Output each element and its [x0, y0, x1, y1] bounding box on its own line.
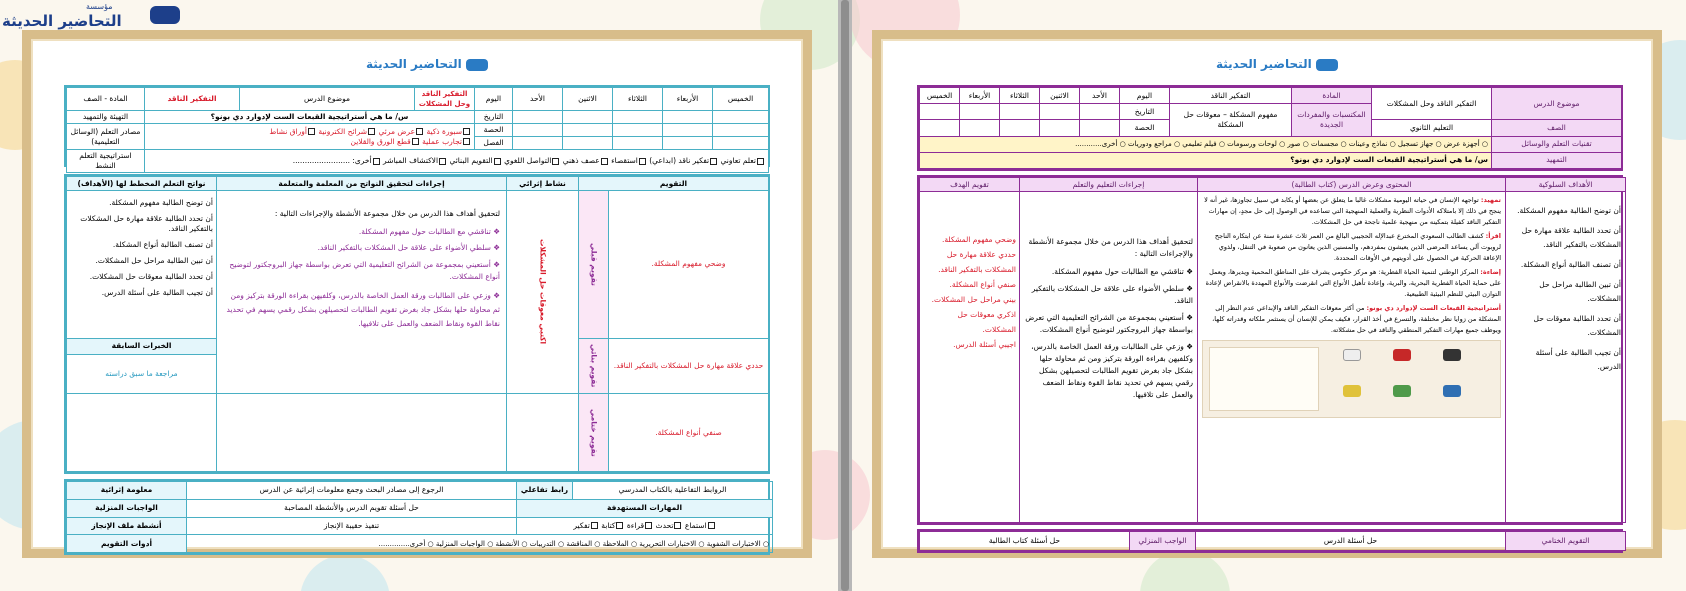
lesson-body-table [64, 174, 770, 474]
col-content-header: المحتوى وعرض الدرس (كتاب الطالبة) [1198, 178, 1506, 192]
homework-text: حل أسئلة تقويم الدرس والأنشطة المصاحبة [187, 499, 517, 517]
new-terms-label: المكتسبات والمفردات الجديدة [1292, 104, 1372, 136]
final-eval-text: حل أسئلة الدرس [1196, 532, 1506, 551]
col-evaluation-header: التقويم [579, 177, 769, 191]
graduation-cap-icon [1316, 59, 1338, 71]
subject-grade-label: المادة - الصف [67, 88, 145, 111]
class-label: الفصل [475, 137, 513, 150]
procedures-intro: لتحقيق أهداف هذا الدرس من خلال مجموعة الأنشطة والإجراءات التالية : [1028, 237, 1193, 258]
portfolio-label: أنشطة ملف الإنجاز [67, 517, 187, 535]
checkbox[interactable] [591, 522, 598, 529]
tech-list: ○ أجهزة عرض ○ جهاز تسجيل ○ نماذج وعينات ○ مجسمات ○ صور ○ لوحات ورسومات ○ فيلم تعليمي ○ مراجع ودوريات ○ أخرى............ [920, 136, 1492, 152]
homework-label: الواجبات المنزلية [67, 499, 187, 517]
hats-info-card [1209, 347, 1319, 411]
link-label: رابط تفاعلي [517, 482, 573, 500]
col-procedures-header: إجراءات التعليم والتعلم [1020, 178, 1198, 192]
col-evaluation-header: تقويم الهدف [920, 178, 1020, 192]
col-objectives-header: الأهداف السلوكية [1506, 178, 1626, 192]
objective-item: أن تصنف الطالبة أنواع المشكلة. [1520, 260, 1621, 269]
evaluation-item: صنفي أنواع المشكلة. [949, 280, 1016, 289]
lesson-topic: التفكير الناقد وحل المشكلات [1372, 88, 1492, 120]
lesson-header-table [64, 85, 770, 170]
objectives-list [1506, 192, 1626, 523]
checkbox[interactable] [710, 158, 717, 165]
evaluation-item: اجيبي أسئلة الدرس. [953, 340, 1016, 349]
lesson-footer-table [917, 529, 1623, 553]
day-column: الأربعاء [663, 88, 713, 111]
six-hats-illustration [1202, 340, 1501, 418]
enrichment-activity: اكتبي معوقات حل المشكلات [507, 191, 579, 394]
red-hat-icon [1393, 349, 1411, 361]
objective-item: أن توضح الطالبة مفهوم المشكلة. [1517, 206, 1621, 215]
page-logo-text: التحاضير الحديثة [1216, 57, 1312, 71]
day-column: الأحد [1080, 88, 1120, 104]
graduation-cap-icon [466, 59, 488, 71]
date-label: التاريخ [475, 111, 513, 124]
day-column: الأحد [513, 88, 563, 111]
procedure-item: ❖ تناقشي مع الطالبات حول مفهوم المشكلة. [1051, 267, 1193, 276]
day-column: الثلاثاء [1000, 88, 1040, 104]
intro-question: س/ ما هي أستراتيجية القبعات الست لإدوارد دي بونو؟ [920, 152, 1492, 168]
objectives-list [67, 191, 217, 339]
info-label: معلومة إثرائية [67, 482, 187, 500]
blue-hat-icon [1443, 385, 1461, 397]
page-logo-text: التحاضير الحديثة [366, 57, 462, 71]
intro-label: التهيئة والتمهيد [67, 111, 145, 124]
period-label: الحصة [1120, 120, 1170, 136]
eval-item: صنفي أنواع المشكلة. [609, 394, 769, 472]
content-paragraph: اقرأ: كشف الطالب السعودي المخترع عبدالإله الحجيبي البالغ من العمر ثلاث عشرة سنة عن ابتكاره الناجح لروبوت آلي يساعد المرضى الذين يعيشون بمفردهم، والمسنين الذين يعانون من صعوبة في التنقل، ولذوي الإعاقة الحركية في الحصول على أدويتهم في الأوقات المحددة. [1214, 232, 1501, 262]
procedure-item: ❖ وزعي على الطالبات ورقة العمل الخاصة بالدرس، وكلفيهن بقراءة الورقة بتركيز ومن ثم محاولة حلها بشكل جاد بغرض تقويم الطالبات لتحصيلهن بشكل رقمي يسهم في تحديد نقاط القوة ونقاط الضعف والعمل على تلافيها. [226, 291, 500, 328]
graduation-cap-icon [150, 6, 180, 24]
skills-label: المهارات المستهدفة [517, 499, 773, 517]
checkbox[interactable] [552, 158, 559, 165]
eval-item: حددي علاقة مهارة حل المشكلات بالتفكير الناقد. [609, 338, 769, 393]
lesson-body-table [917, 175, 1623, 525]
procedures-cell [217, 191, 507, 394]
subject-name: التفكير الناقد [145, 88, 240, 111]
objective-item: أن توضح الطالبة مفهوم المشكلة. [109, 198, 213, 207]
evaluation-item: وضحي مفهوم المشكلة. [941, 235, 1016, 244]
left-page [22, 30, 812, 558]
grade-label: الصف [1492, 120, 1622, 136]
page-logo [1216, 57, 1338, 71]
objective-item: أن تجيب الطالبة على أسئلة الدرس. [101, 288, 213, 297]
black-hat-icon [1443, 349, 1461, 361]
checkbox[interactable] [308, 128, 315, 135]
page-separator-scrollbar[interactable] [838, 0, 852, 591]
page-logo [366, 57, 488, 71]
subject-name: التفكير الناقد [1170, 88, 1292, 104]
procedure-item: ❖ سلطي الأضواء على علاقة حل المشكلات بالتفكير الناقد. [317, 243, 500, 252]
skills-list: استماع تحدث قراءة كتابة تفكير [517, 517, 773, 535]
green-hat-icon [1393, 385, 1411, 397]
tools-label: أدوات التقويم [67, 535, 187, 553]
content-paragraph: إضاءة: المركز الوطني لتنمية الحياة الفطرية: هو مركز حكومي يشرف على المناطق المحمية ويديرها، ويعمل على حماية الحياة الفطرية البحرية، والبرية، وإعادة تأهيل الأنواع التي انقرضت والأنواع المهددة بالانقراض لإعادة التوازن البيئي للنظم البيئية الطبيعية. [1205, 268, 1501, 298]
prior-knowledge-label: الخبرات السابقة [67, 338, 217, 354]
col-outcomes-header: نواتج التعلم المخطط لها (الأهداف) [67, 177, 217, 191]
procedure-item: ❖ وزعي على الطالبات ورقة العمل الخاصة بالدرس، وكلفيهن بقراءة الورقة بتركيز ومن ثم محاولة حلها بشكل جاد بغرض تقويم الطالبات لتحصيلهن بشكل رقمي يسهم في تحديد نقاط القوة ونقاط الضعف والعمل على تلافيها. [1031, 342, 1193, 399]
lesson-header-table [917, 85, 1623, 171]
day-column: الثلاثاء [613, 88, 663, 111]
lesson-topic-label: موضوع الدرس [240, 88, 415, 111]
checkbox[interactable] [645, 522, 652, 529]
checkbox[interactable] [639, 158, 646, 165]
resources-list: سبورة ذكية عرض مرئي شرائح الكترونية أوراق نشاط تجارب عملية قطع الورق والقلاين [145, 124, 475, 150]
portfolio-text: تنفيذ حقيبة الإنجاز [187, 517, 517, 535]
checkbox[interactable] [601, 158, 608, 165]
checkbox[interactable] [674, 522, 681, 529]
procedure-item: ❖ أستعيني بمجموعة من الشرائح التعليمية التي تعرض بواسطة جهاز البروجكتور لتوضيح أنواع المشكلات. [1025, 313, 1193, 334]
evaluation-item: بيني مراحل حل المشكلات. [931, 295, 1016, 304]
brand-logo-subtext: مؤسسة [86, 2, 113, 11]
lesson-topic: التفكير الناقد وحل المشكلات [415, 88, 475, 111]
objective-item: أن تصنف الطالبة أنواع المشكلة. [112, 240, 213, 249]
strategies-list: تعلم تعاوني تفكير ناقد (ابداعي) استقصاء عصف ذهني التواصل اللغوي التقويم البنائي الاكتشاف المباشر أخرى: ........................ [145, 150, 769, 173]
content-paragraph: أستراتيجية القبعات الست لإدوارد دي بونو: من أكثر معوقات التفكير الناقد والإبداعي عدم النظر إلى المشكلة من زوايا نظر مختلفة، والتسرع في أخذ القرار، فكيف يمكن للإنسان أن يستثمر ملكاته وقدراته كلها، ويوظف جميع مهارات التفكير المنطقي والناقد في حل مشكلاته. [1212, 304, 1501, 334]
objective-item: أن تحدد الطالبة علاقة مهارة حل المشكلات بالتفكير الناقد. [80, 214, 213, 233]
col-procedures-header: إجراءات لتحقيق النواتج من المعلمة والمتعلمة [217, 177, 507, 191]
day-column: الاثنين [1040, 88, 1080, 104]
homework-text: حل أسئلة كتاب الطالبة [920, 532, 1130, 551]
evaluation-item: اذكري معوقات حل المشكلات. [957, 310, 1016, 334]
evaluation-list [920, 192, 1020, 523]
homework-label: الواجب المنزلي [1130, 532, 1196, 551]
objective-item: أن تحدد الطالبة معوقات حل المشكلات. [89, 272, 213, 281]
procedure-item: ❖ تناقشي مع الطالبات حول مفهوم المشكلة. [358, 227, 500, 236]
white-hat-icon [1343, 349, 1361, 361]
resources-label: مصادر التعلم (الوسائل التعليمية) [67, 124, 145, 150]
evaluation-item: حددي علاقة مهارة حل المشكلات بالتفكير الناقد. [938, 250, 1016, 274]
subject-label: المادة [1292, 88, 1372, 104]
day-column: الخميس [920, 88, 960, 104]
brand-logo-text: التحاضير الحديثة [2, 12, 122, 30]
objective-item: أن تحدد الطالبة معوقات حل المشكلات. [1533, 314, 1621, 337]
checkbox[interactable] [416, 128, 423, 135]
tech-label: تقنيات التعلم والوسائل [1492, 136, 1622, 152]
eval-type-pre: تقويم قبلي [579, 191, 609, 339]
checkbox[interactable] [463, 128, 470, 135]
yellow-hat-icon [1343, 385, 1361, 397]
intro-question: س/ ما هي أستراتيجية القبعات الست لإدوارد دي بونو؟ [145, 111, 475, 124]
procedure-item: ❖ أستعيني بمجموعة من الشرائح التعليمية التي تعرض بواسطة جهاز البروجكتور لتوضيح أنواع المشكلات. [229, 260, 500, 281]
eval-type-formative: تقويم بنائي [579, 338, 609, 393]
checkbox[interactable] [708, 522, 715, 529]
intro-label: التمهيد [1492, 152, 1622, 168]
final-eval-label: التقويم الختامي [1506, 532, 1626, 551]
day-column: الخميس [713, 88, 769, 111]
procedures-intro: لتحقيق أهداف هذا الدرس من خلال مجموعة الأنشطة والإجراءات التالية : [274, 209, 500, 218]
checkbox[interactable] [373, 158, 380, 165]
eval-type-summative: تقويم ختامي [579, 394, 609, 472]
checkbox[interactable] [412, 138, 419, 145]
checkbox[interactable] [757, 158, 764, 165]
strategies-label: استراتيجية التعلم النشط [67, 150, 145, 173]
checkbox[interactable] [439, 158, 446, 165]
content-cell [1198, 192, 1506, 523]
content-paragraph: تمهيد: تواجهه الإنسان في حياته اليومية مشكلات غالبا ما يتعلق عن بعضها أو يكابد في سبيل تجاوزها، غير أنه لا ينجح في ذلك إلا بامتلاكه الأدوات النظرية والعملية المنهجية التي تساعده في الوصول إلى حل مجدٍ، إن مهارات التفكير الناقد كفيلة بتمكينه من منهجية علمية ناجحة في حل المشكلات. [1204, 196, 1501, 226]
day-column: الأربعاء [960, 88, 1000, 104]
checkbox[interactable] [368, 128, 375, 135]
checkbox[interactable] [494, 158, 501, 165]
decor-dot [300, 555, 390, 591]
new-terms: مفهوم المشكلة – معوقات حل المشكلة [1170, 104, 1292, 136]
objective-item: أن تبين الطالبة مراحل حل المشكلات. [1539, 280, 1621, 303]
objective-item: أن تجيب الطالبة على أسئلة الدرس. [1535, 348, 1621, 371]
tools-list: ○ الاختبارات الشفوية ○ الاختبارات التحريرية ○ الملاحظة ○ المناقشة ○ التدريبات ○ الأنشطة ○ الواجبات المنزلية ○ أخرى.............. [187, 535, 773, 553]
lesson-topic-label: موضوع الدرس [1492, 88, 1622, 120]
objective-item: أن تحدد الطالبة علاقة مهارة حل المشكلات بالتفكير الناقد. [1521, 226, 1621, 249]
day-column: الاثنين [563, 88, 613, 111]
objective-item: أن تبين الطالبة مراحل حل المشكلات. [95, 256, 213, 265]
eval-item: وضحي مفهوم المشكلة. [609, 191, 769, 339]
checkbox[interactable] [616, 522, 623, 529]
period-label: الحصة [475, 124, 513, 137]
day-label: اليوم [1120, 88, 1170, 104]
grade: التعليم الثانوي [1372, 120, 1492, 136]
scrollbar-thumb[interactable] [841, 0, 849, 591]
col-activity-header: نشاط إثرائي [507, 177, 579, 191]
procedure-item: ❖ سلطي الأضواء على علاقة حل المشكلات بالتفكير الناقد. [1031, 284, 1193, 305]
info-text: الرجوع إلى مصادر البحث وجمع معلومات إثرائية عن الدرس [187, 482, 517, 500]
lesson-footer-table [64, 479, 770, 555]
right-page [872, 30, 1662, 558]
day-label: اليوم [475, 88, 513, 111]
date-label: التاريخ [1120, 104, 1170, 120]
link-text: الروابط التفاعلية بالكتاب المدرسي [573, 482, 773, 500]
procedures-cell [1020, 192, 1198, 523]
checkbox[interactable] [463, 138, 470, 145]
prior-knowledge-text: مراجعة ما سبق دراسته [67, 354, 217, 393]
